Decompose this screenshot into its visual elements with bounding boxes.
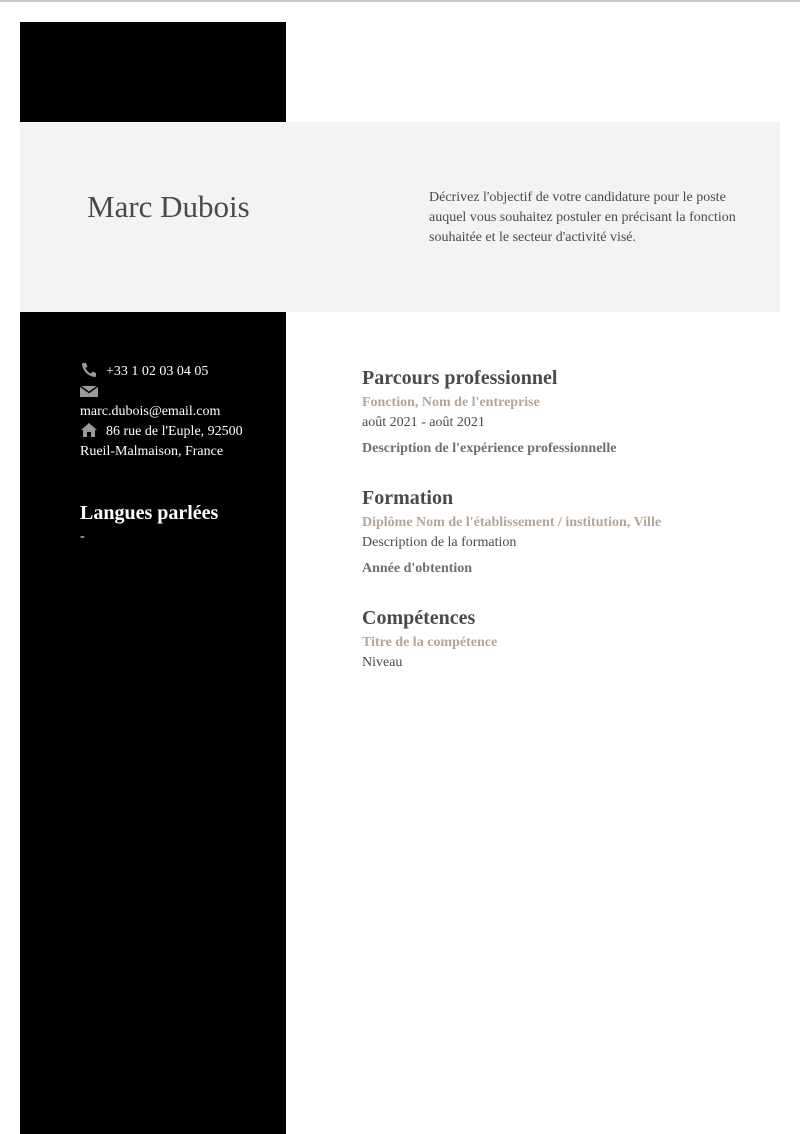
home-icon	[80, 422, 98, 438]
address-line-1: 86 rue de l'Euple, 92500	[106, 424, 243, 439]
languages-value: -	[80, 529, 85, 544]
email-address[interactable]: marc.dubois@email.com	[80, 404, 221, 419]
skill-level: Niveau	[362, 655, 403, 670]
experience-role: Fonction, Nom de l'entreprise	[362, 395, 540, 410]
skill-title: Titre de la compétence	[362, 635, 498, 650]
education-description: Description de la formation	[362, 535, 517, 550]
top-border	[0, 0, 800, 2]
envelope-icon	[80, 384, 98, 400]
phone-icon	[80, 362, 98, 378]
skills-section	[362, 606, 762, 673]
experience-section	[362, 366, 762, 459]
education-degree: Diplôme Nom de l'établissement / institution, Ville	[362, 515, 662, 530]
email-icon-row	[80, 384, 270, 402]
contact-block	[80, 362, 270, 462]
education-year: Année d'obtention	[362, 561, 473, 576]
languages-heading: Langues parlées	[80, 502, 219, 524]
objective-text: Décrivez l'objectif de votre candidature pour le poste auquel vous souhaitez postuler en précisant la fonction souhaitée et le secteur d'activité visé.	[429, 190, 736, 245]
phone-row	[80, 362, 270, 384]
address-line-2: Rueil-Malmaison, France	[80, 444, 224, 459]
experience-heading: Parcours professionnel	[362, 367, 558, 389]
education-section	[362, 486, 762, 579]
phone-number[interactable]: +33 1 02 03 04 05	[106, 364, 209, 379]
experience-description: Description de l'expérience professionnelle	[362, 441, 617, 456]
education-heading: Formation	[362, 487, 454, 509]
candidate-name: Marc Dubois	[87, 189, 250, 224]
experience-dates: août 2021 - août 2021	[362, 415, 485, 430]
address-row-2	[80, 442, 270, 462]
email-row	[80, 402, 270, 422]
address-row	[80, 422, 270, 442]
skills-heading: Compétences	[362, 607, 476, 629]
